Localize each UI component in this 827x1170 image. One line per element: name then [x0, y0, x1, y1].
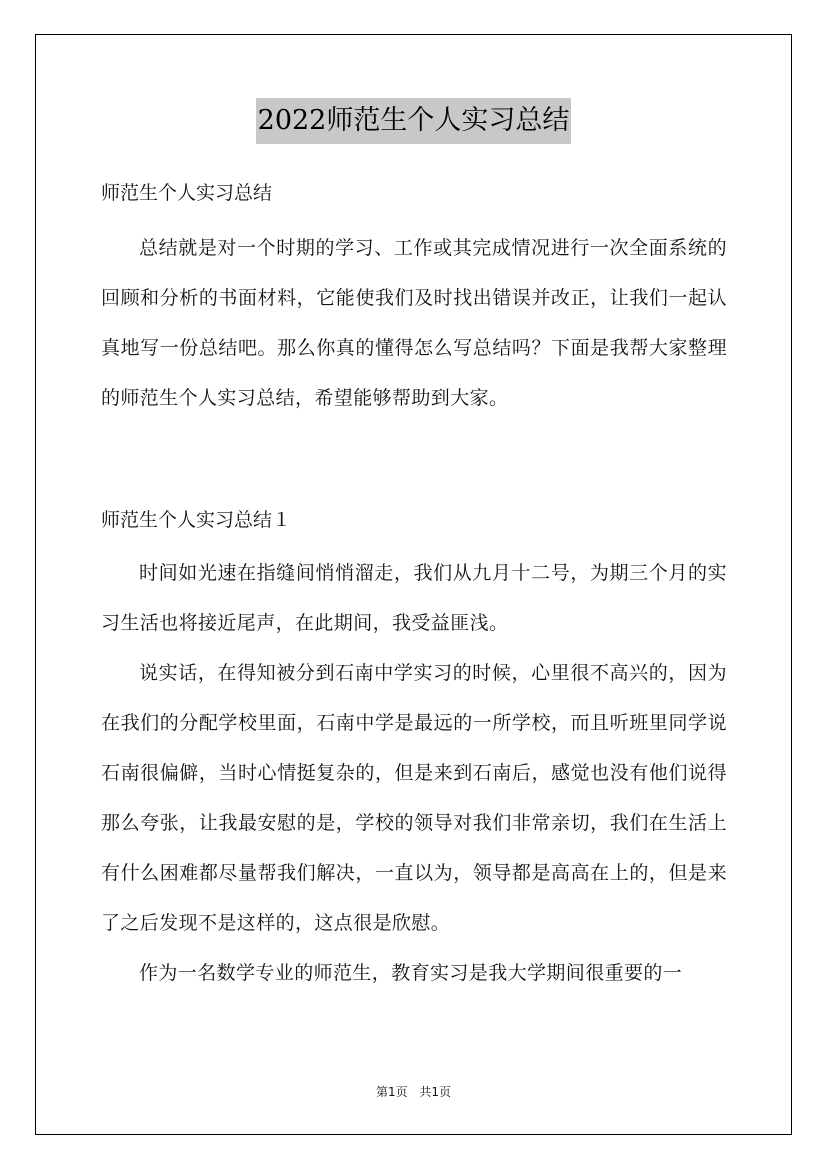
- title-container: [0, 98, 827, 144]
- intro-block: [101, 223, 727, 423]
- body-block: [101, 548, 727, 998]
- intro-heading: 师范生个人实习总结: [101, 182, 273, 204]
- section-heading: 师范生个人实习总结１: [101, 509, 292, 531]
- document-title: 2022师范生个人实习总结: [256, 98, 572, 144]
- page-footer: [0, 1083, 827, 1100]
- body-paragraph-2: 说实话，在得知被分到石南中学实习的时候，心里很不高兴的，因为在我们的分配学校里面，石南中学是最远的一所学校，而且听班里同学说石南很偏僻，当时心情挺复杂的，但是来到石南后，感觉也没有他们说得那么夸张，让我最安慰的是，学校的领导对我们非常亲切，我们在生活上有什么困难都尽量帮我们解决，一直以为，领导都是高高在上的，但是来了之后发现不是这样的，这点很是欣慰。: [101, 662, 727, 934]
- page-number: 第1页: [375, 1085, 408, 1099]
- page-total: 共1页: [419, 1085, 452, 1099]
- body-paragraph-3: 作为一名数学专业的师范生，教育实习是我大学期间很重要的一: [139, 962, 683, 984]
- intro-paragraph: 总结就是对一个时期的学习、工作或其完成情况进行一次全面系统的回顾和分析的书面材料，它能使我们及时找出错误并改正，让我们一起认真地写一份总结吧。那么你真的懂得怎么写总结吗？下面是我帮大家整理的师范生个人实习总结，希望能够帮助到大家。: [101, 237, 727, 409]
- body-paragraph-1: 时间如光速在指缝间悄悄溜走，我们从九月十二号，为期三个月的实习生活也将接近尾声，在此期间，我受益匪浅。: [101, 562, 727, 634]
